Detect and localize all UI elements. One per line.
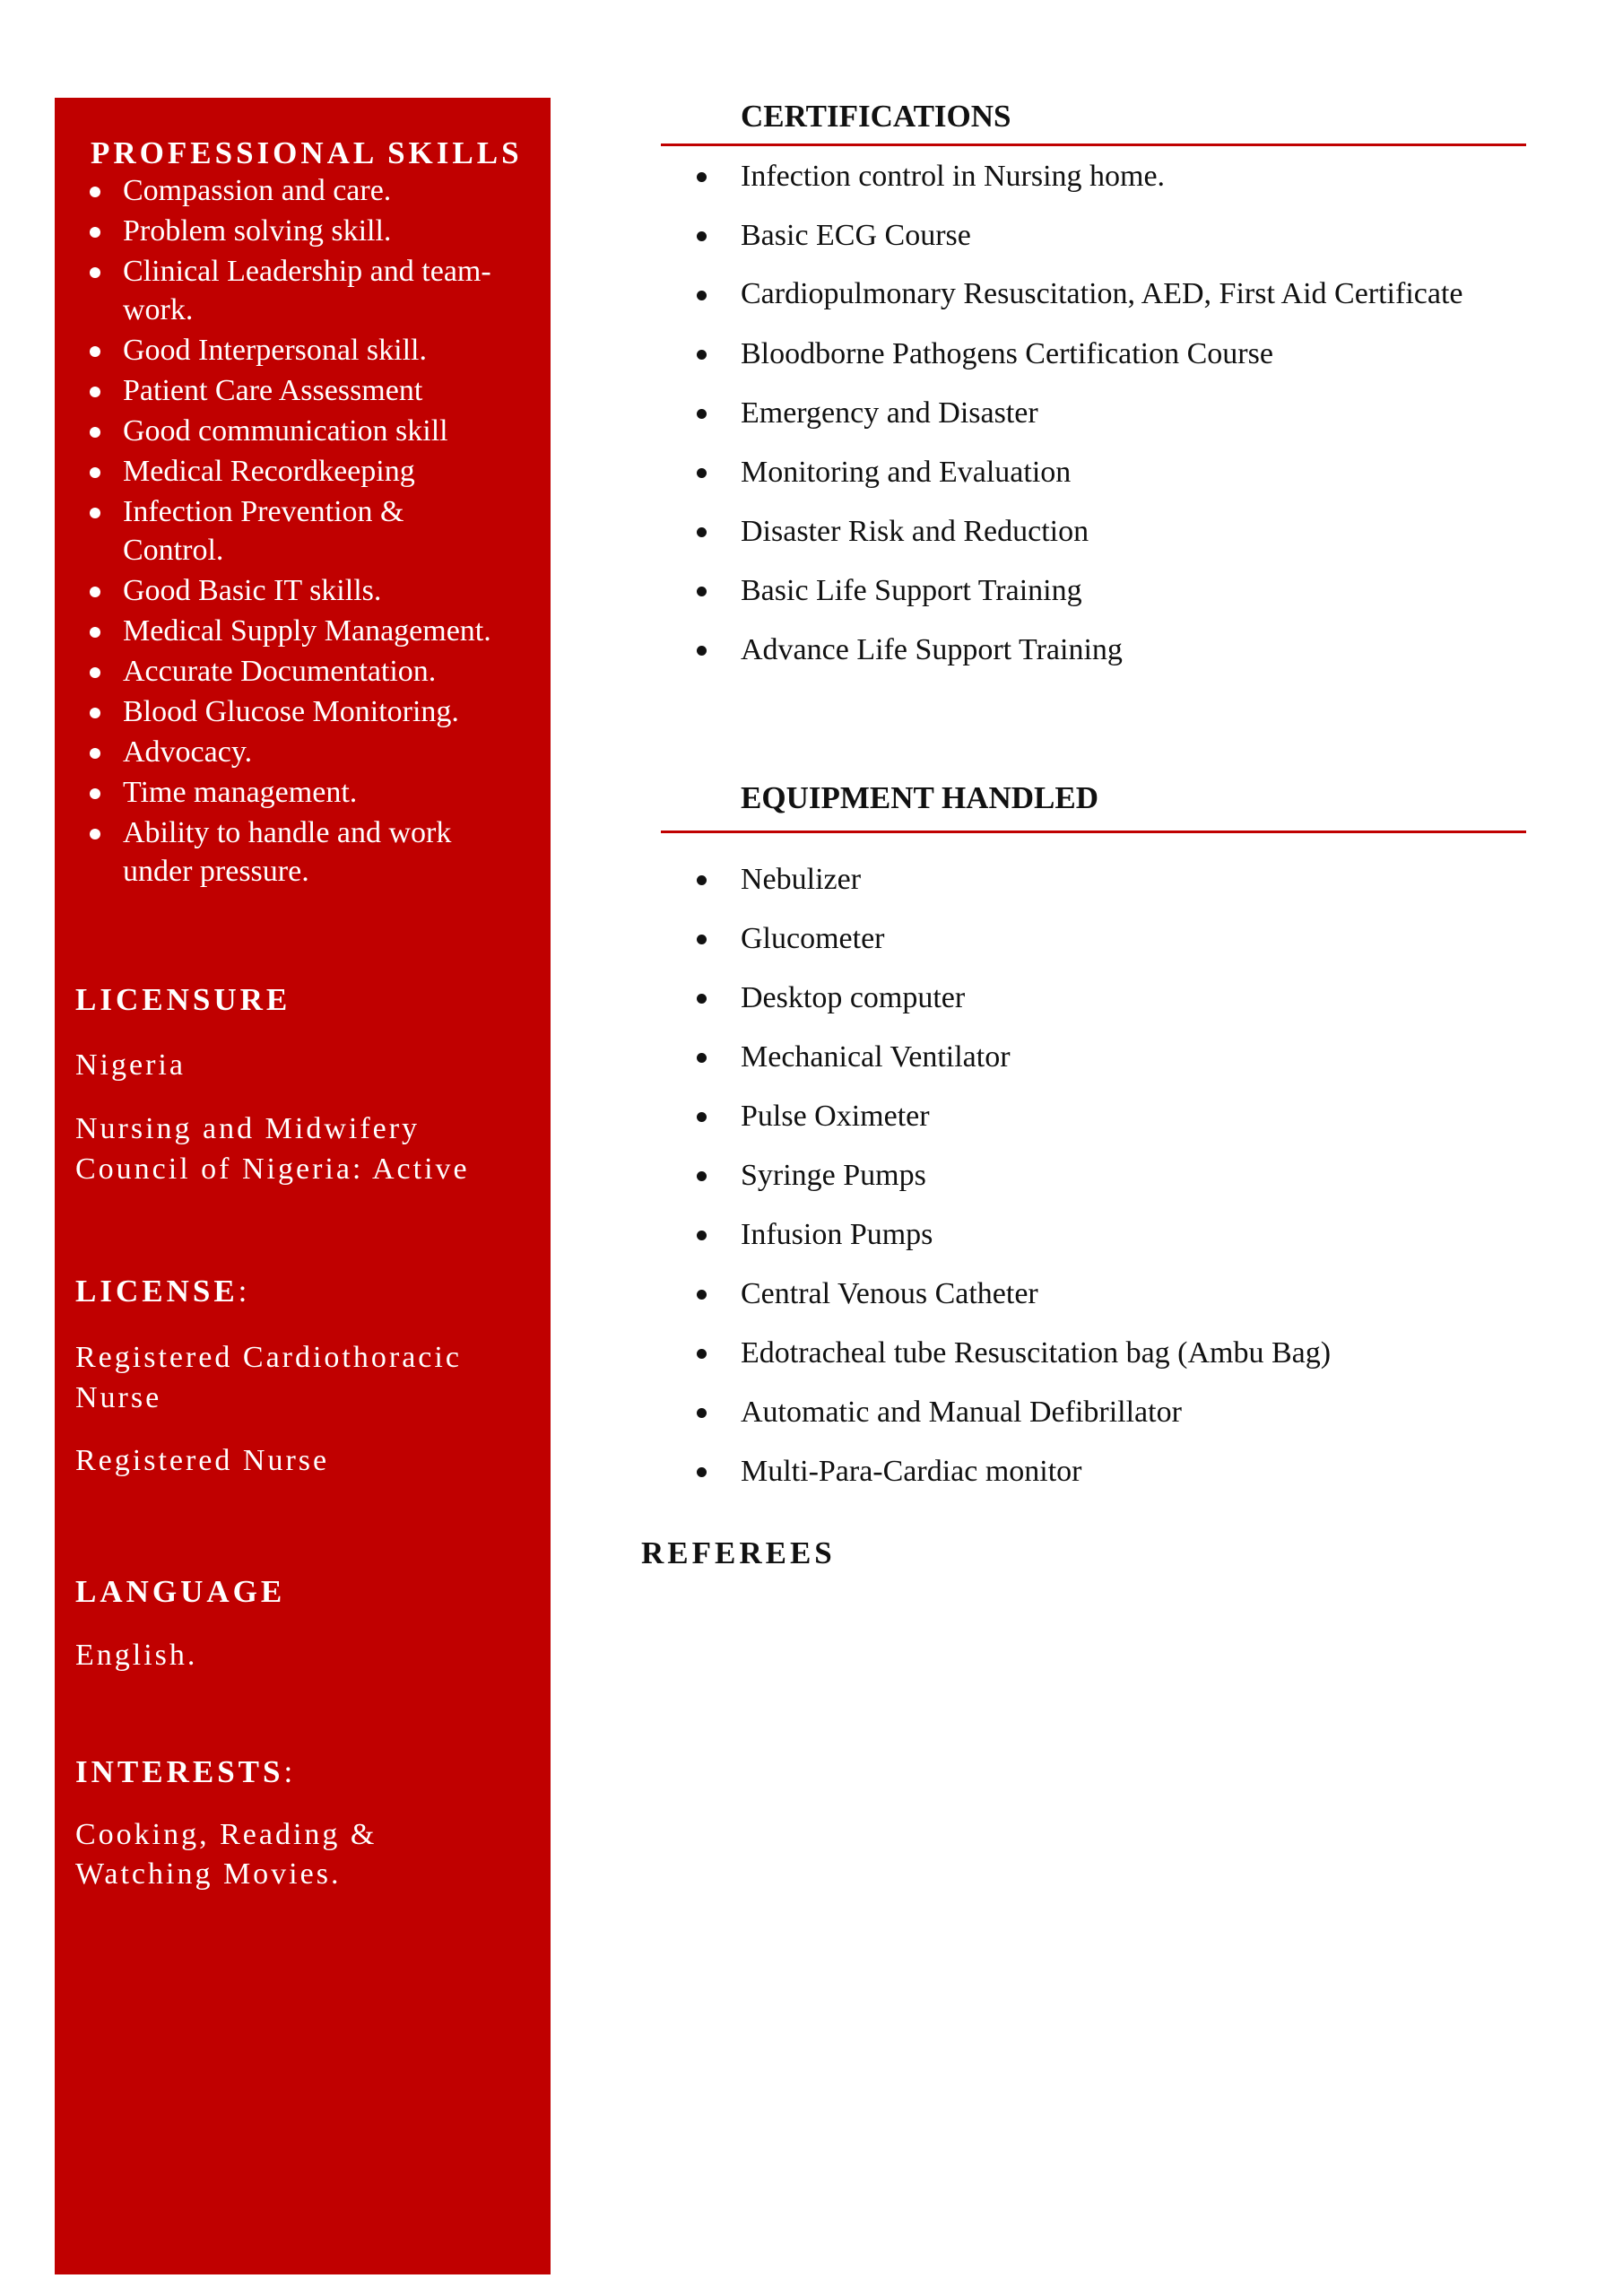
- certification-item: Monitoring and Evaluation: [741, 443, 1472, 502]
- certification-item: Disaster Risk and Reduction: [741, 502, 1472, 561]
- interests-line2: Watching Movies.: [75, 1857, 342, 1891]
- license-heading-text: LICENSE: [75, 1274, 239, 1309]
- skill-item: Blood Glucose Monitoring.: [123, 692, 589, 731]
- certifications-divider: [661, 144, 1526, 146]
- certification-item: Basic ECG Course: [741, 206, 1472, 265]
- referees-heading: REFEREES: [641, 1535, 836, 1570]
- license-item-1-line1: Registered Cardiothoracic: [75, 1341, 462, 1374]
- language-value: English.: [75, 1639, 198, 1672]
- licensure-council-line2: Council of Nigeria: Active: [75, 1152, 470, 1186]
- equipment-item: Nebulizer: [741, 850, 1472, 909]
- skill-item: Advocacy.: [123, 733, 589, 771]
- equipment-item: Desktop computer: [741, 969, 1472, 1028]
- skill-item: Medical Supply Management.: [123, 612, 589, 650]
- licensure-council-line1: Nursing and Midwifery: [75, 1112, 421, 1145]
- equipment-divider: [661, 831, 1526, 833]
- interests-heading: [75, 1754, 296, 1790]
- certification-item: Advance Life Support Training: [741, 621, 1472, 680]
- skill-item: Time management.: [123, 773, 589, 812]
- skill-item: Accurate Documentation.: [123, 652, 589, 691]
- certifications-list: [741, 147, 1472, 680]
- equipment-heading: EQUIPMENT HANDLED: [741, 780, 1098, 815]
- skill-item: Problem solving skill.: [123, 212, 589, 250]
- professional-skills-list: [123, 171, 589, 892]
- licensure-heading: LICENSURE: [75, 982, 291, 1017]
- equipment-item: Multi-Para-Cardiac monitor: [741, 1442, 1472, 1501]
- certifications-heading: CERTIFICATIONS: [741, 99, 1011, 134]
- interests-heading-colon: :: [283, 1754, 297, 1789]
- equipment-item: Syringe Pumps: [741, 1146, 1472, 1205]
- language-heading: LANGUAGE: [75, 1574, 286, 1609]
- license-item-2: Registered Nurse: [75, 1444, 330, 1477]
- equipment-list: [741, 850, 1472, 1501]
- equipment-item: Central Venous Catheter: [741, 1265, 1472, 1324]
- skill-item: Good communication skill: [123, 412, 589, 450]
- skill-item: Good Interpersonal skill.: [123, 331, 589, 370]
- skill-item: Ability to handle and work under pressure.: [123, 813, 508, 891]
- licensure-country: Nigeria: [75, 1048, 186, 1082]
- skill-item: Clinical Leadership and team-work.: [123, 252, 535, 329]
- professional-skills-heading: PROFESSIONAL SKILLS: [91, 135, 523, 170]
- equipment-item: Glucometer: [741, 909, 1472, 969]
- skill-item: Medical Recordkeeping: [123, 452, 589, 491]
- certification-item: Infection control in Nursing home.: [741, 147, 1472, 206]
- interests-heading-text: INTERESTS: [75, 1754, 284, 1789]
- equipment-item: Mechanical Ventilator: [741, 1028, 1472, 1087]
- equipment-item: Infusion Pumps: [741, 1205, 1472, 1265]
- skill-item: Compassion and care.: [123, 171, 589, 210]
- skill-item: Patient Care Assessment: [123, 371, 589, 410]
- skill-item: Good Basic IT skills.: [123, 571, 589, 610]
- certification-item: Cardiopulmonary Resuscitation, AED, First Aid Certificate: [741, 265, 1472, 322]
- license-heading: [75, 1274, 250, 1309]
- sidebar: [55, 98, 551, 2274]
- interests-line1: Cooking, Reading &: [75, 1818, 378, 1851]
- equipment-item: Edotracheal tube Resuscitation bag (Ambu Bag): [741, 1324, 1472, 1383]
- license-heading-colon: :: [238, 1274, 251, 1309]
- equipment-item: Pulse Oximeter: [741, 1087, 1472, 1146]
- certification-item: Basic Life Support Training: [741, 561, 1472, 621]
- license-item-1-line2: Nurse: [75, 1381, 162, 1414]
- certification-item: Emergency and Disaster: [741, 384, 1472, 443]
- certification-item: Bloodborne Pathogens Certification Course: [741, 325, 1472, 384]
- equipment-item: Automatic and Manual Defibrillator: [741, 1383, 1472, 1442]
- skill-item: Infection Prevention & Control.: [123, 492, 482, 570]
